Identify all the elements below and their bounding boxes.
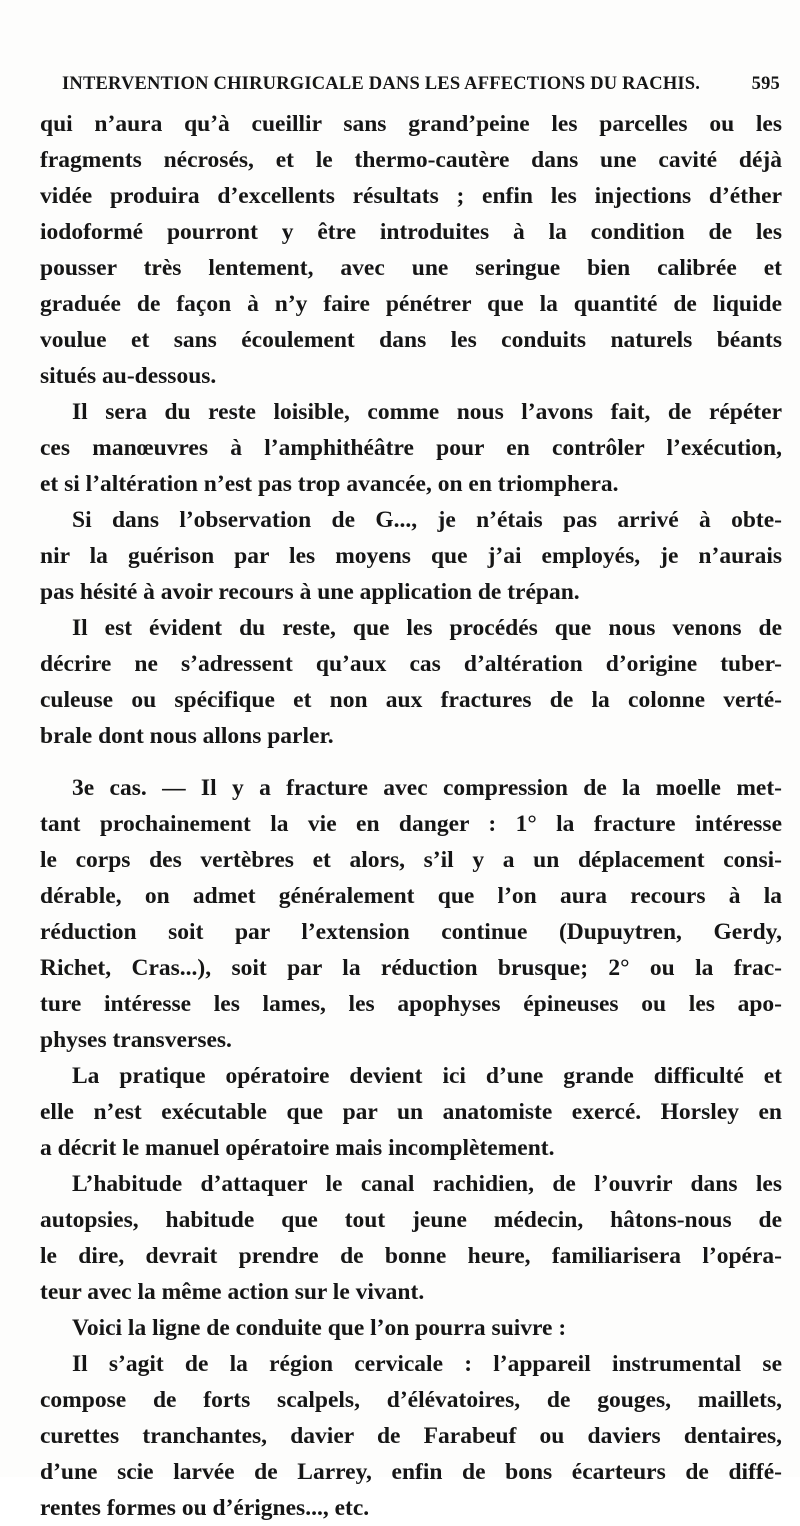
page-number: 595 — [751, 74, 780, 94]
text-line: Il sera du reste loisible, comme nous l’avons fait, de répéter — [72, 399, 782, 425]
text-line: curettes tranchantes, davier de Farabeuf ou daviers dentaires, — [40, 1423, 782, 1449]
running-head-title: INTERVENTION CHIRURGICALE DANS LES AFFECTIONS DU RACHIS. — [62, 74, 701, 94]
text-line: pousser très lentement, avec une seringue bien calibrée et — [40, 255, 782, 281]
text-line: voulue et sans écoulement dans les conduits naturels béants — [40, 327, 782, 353]
text-line: La pratique opératoire devient ici d’une grande difficulté et — [72, 1063, 782, 1089]
text-line: elle n’est exécutable que par un anatomiste exercé. Horsley en — [40, 1099, 782, 1125]
text-line: pas hésité à avoir recours à une application de trépan. — [40, 579, 580, 605]
text-line: vidée produira d’excellents résultats ; enfin les injections d’éther — [40, 183, 782, 209]
text-line: situés au-dessous. — [40, 363, 217, 389]
text-line: a décrit le manuel opératoire mais incomplètement. — [40, 1135, 555, 1161]
text-line: L’habitude d’attaquer le canal rachidien, de l’ouvrir dans les — [72, 1171, 782, 1197]
text-line: brale dont nous allons parler. — [40, 723, 334, 749]
text-line: Richet, Cras...), soit par la réduction brusque; 2° ou la frac- — [40, 955, 782, 981]
text-line: dérable, on admet généralement que l’on aura recours à la — [40, 883, 782, 909]
text-line: Il s’agit de la région cervicale : l’appareil instrumental se — [72, 1351, 782, 1377]
text-line: physes transverses. — [40, 1027, 232, 1053]
body-text — [40, 106, 782, 1521]
text-line: culeuse ou spécifique et non aux fractures de la colonne verté- — [40, 687, 782, 713]
text-line: Si dans l’observation de G..., je n’étais pas arrivé à obte- — [72, 507, 782, 533]
text-line: ture intéresse les lames, les apophyses épineuses ou les apo- — [40, 991, 782, 1017]
text-line: compose de forts scalpels, d’élévatoires, de gouges, maillets, — [40, 1387, 782, 1413]
text-line: réduction soit par l’extension continue (Dupuytren, Gerdy, — [40, 919, 782, 945]
text-line: teur avec la même action sur le vivant. — [40, 1279, 425, 1305]
text-line: graduée de façon à n’y faire pénétrer que la quantité de liquide — [40, 291, 782, 317]
text-line: qui n’aura qu’à cueillir sans grand’peine les parcelles ou les — [40, 111, 782, 137]
text-line: tant prochainement la vie en danger : 1° la fracture intéresse — [40, 811, 782, 837]
text-line: et si l’altération n’est pas trop avancée, on en triomphera. — [40, 471, 619, 497]
text-line: décrire ne s’adressent qu’aux cas d’altération d’origine tuber- — [40, 651, 782, 677]
text-line: le corps des vertèbres et alors, s’il y a un déplacement consi- — [40, 847, 782, 873]
text-line: autopsies, habitude que tout jeune médecin, hâtons-nous de — [40, 1207, 782, 1233]
text-line: iodoformé pourront y être introduites à la condition de les — [40, 219, 782, 245]
section-case-3-line: 3e cas. — Il y a fracture avec compression de la moelle met- — [72, 775, 782, 801]
running-head — [62, 74, 780, 104]
text-line: fragments nécrosés, et le thermo-cautère dans une cavité déjà — [40, 147, 782, 173]
text-line: le dire, devrait prendre de bonne heure, familiarisera l’opéra- — [40, 1243, 782, 1269]
text-line: nir la guérison par les moyens que j’ai employés, je n’aurais — [40, 543, 782, 569]
text-line: Il est évident du reste, que les procédés que nous venons de — [72, 615, 782, 641]
text-line: ces manœuvres à l’amphithéâtre pour en contrôler l’exécution, — [40, 435, 782, 461]
text-line: d’une scie larvée de Larrey, enfin de bons écarteurs de diffé- — [40, 1459, 782, 1485]
text-line: rentes formes ou d’érignes..., etc. — [40, 1495, 370, 1521]
text-line: Voici la ligne de conduite que l’on pourra suivre : — [72, 1315, 567, 1341]
